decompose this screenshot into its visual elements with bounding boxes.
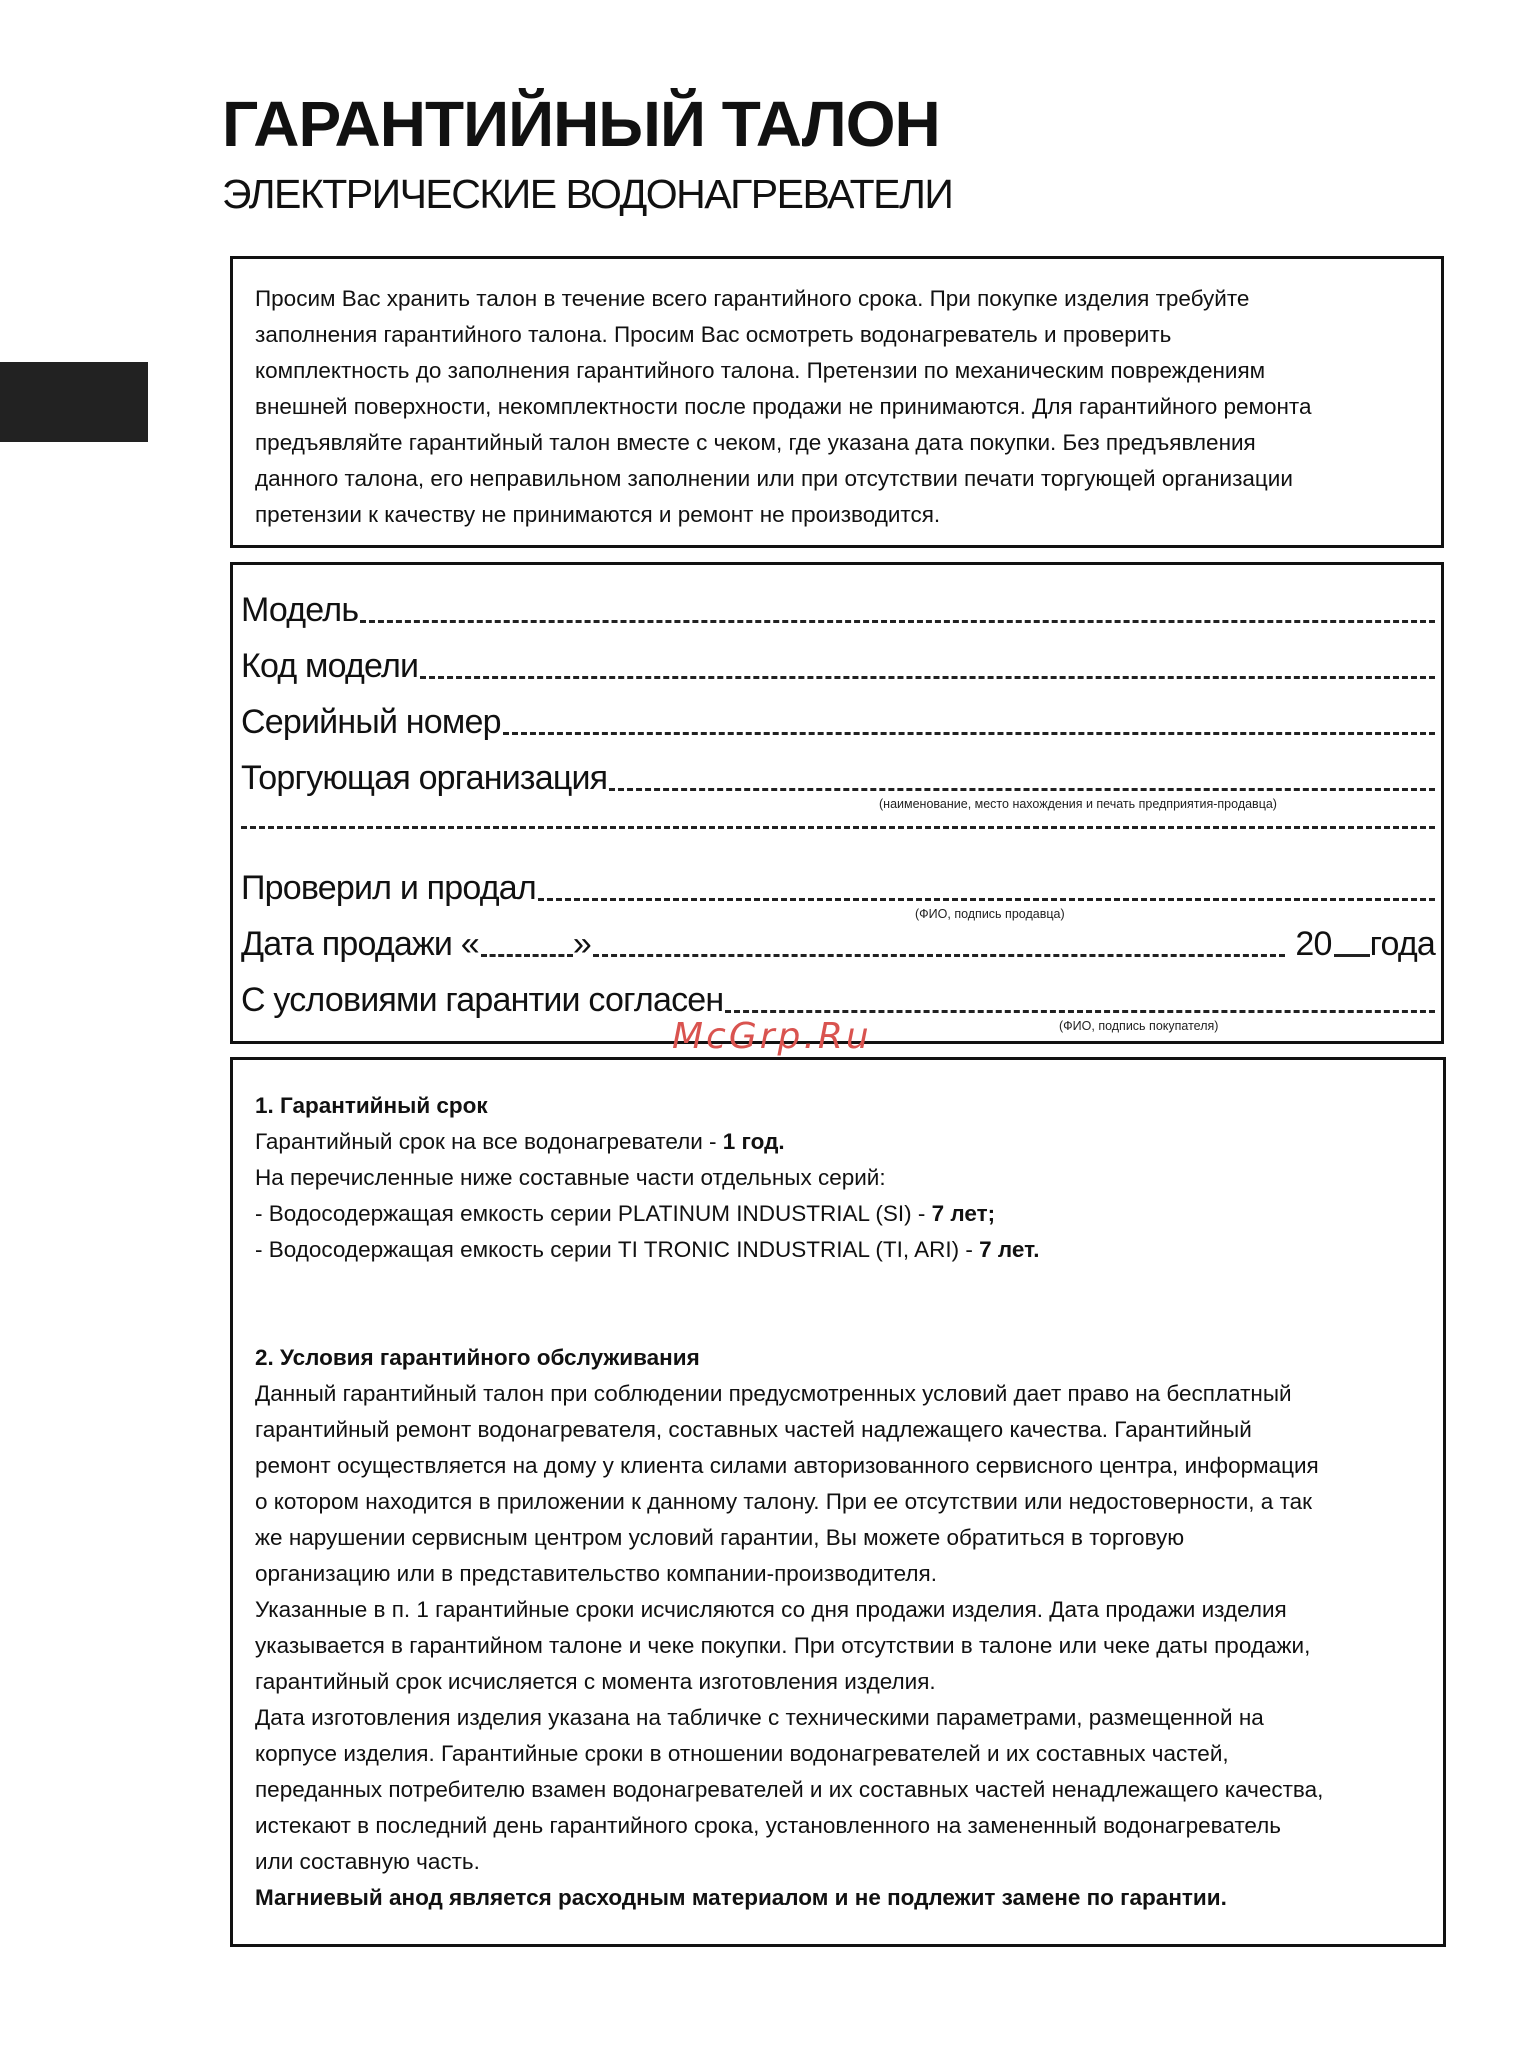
section-1-title: 1. Гарантийный срок bbox=[255, 1093, 488, 1118]
agree-label: С условиями гарантии согласен bbox=[241, 981, 724, 1019]
section-2-line: ремонт осуществляется на дому у клиента силами авторизованного сервисного центра, информация bbox=[255, 1453, 1319, 1478]
trade-org-label: Торгующая организация bbox=[241, 759, 608, 797]
sale-year-blank[interactable] bbox=[1334, 954, 1370, 957]
intro-line: данного талона, его неправильном заполнении или при отсутствии печати торгующей организации bbox=[255, 466, 1293, 491]
section-2-line: указывается в гарантийном талоне и чеке покупки. При отсутствии в талоне или чеке даты продажи, bbox=[255, 1633, 1311, 1658]
intro-line: предъявляйте гарантийный талон вместе с чеком, где указана дата покупки. Без предъявления bbox=[255, 430, 1256, 455]
section-2-line: Дата изготовления изделия указана на табличке с техническими параметрами, размещенной на bbox=[255, 1705, 1264, 1730]
section-1-line: На перечисленные ниже составные части отдельных серий: bbox=[255, 1165, 886, 1190]
intro-box bbox=[230, 256, 1444, 548]
checked-sold-field[interactable] bbox=[241, 849, 1435, 905]
section-2-final-note: Магниевый анод является расходным материалом и не подлежит замене по гарантии. bbox=[255, 1885, 1227, 1910]
section-2-line: же нарушении сервисным центром условий гарантии, Вы можете обратиться в торговую bbox=[255, 1525, 1185, 1550]
section-2-line: Указанные в п. 1 гарантийные сроки исчисляются со дня продажи изделия. Дата продажи изделия bbox=[255, 1597, 1287, 1622]
section-2-line: о котором находится в приложении к данному талону. При ее отсутствии или недостоверности, а так bbox=[255, 1489, 1312, 1514]
section-2-line: истекают в последний день гарантийного срока, установленного на замененный водонагреватель bbox=[255, 1813, 1282, 1838]
page-subtitle: ЭЛЕКТРИЧЕСКИЕ ВОДОНАГРЕВАТЕЛИ bbox=[222, 171, 953, 217]
sale-date-field[interactable] bbox=[241, 905, 1435, 961]
section-1-line: - Водосодержащая емкость серии PLATINUM INDUSTRIAL (SI) - 7 лет; bbox=[255, 1201, 996, 1226]
agree-field[interactable] bbox=[241, 961, 1435, 1017]
trade-org-hint: (наименование, место нахождения и печать предприятия-продавца) bbox=[879, 797, 1277, 811]
side-tab-marker bbox=[0, 362, 148, 442]
checked-sold-blank[interactable] bbox=[538, 898, 1435, 901]
watermark-text: McGrp.Ru bbox=[672, 1016, 872, 1057]
section-2-line: Данный гарантийный талон при соблюдении предусмотренных условий дает право на бесплатный bbox=[255, 1381, 1292, 1406]
intro-line: заполнения гарантийного талона. Просим Вас осмотреть водонагреватель и проверить bbox=[255, 322, 1172, 347]
intro-line: Просим Вас хранить талон в течение всего гарантийного срока. При покупке изделия требуйте bbox=[255, 286, 1250, 311]
serial-label: Серийный номер bbox=[241, 703, 501, 741]
serial-field[interactable] bbox=[241, 683, 1435, 739]
model-code-blank[interactable] bbox=[420, 676, 1435, 679]
model-code-label: Код модели bbox=[241, 647, 419, 685]
section-2-title: 2. Условия гарантийного обслуживания bbox=[255, 1345, 700, 1370]
section-2-line: гарантийный срок исчисляется с момента изготовления изделия. bbox=[255, 1669, 936, 1694]
section-2-line: организацию или в представительство компании-производителя. bbox=[255, 1561, 937, 1586]
sale-day-blank[interactable] bbox=[481, 954, 573, 957]
sale-month-blank[interactable] bbox=[593, 954, 1285, 957]
checked-sold-hint: (ФИО, подпись продавца) bbox=[915, 907, 1065, 921]
serial-blank[interactable] bbox=[503, 732, 1435, 735]
trade-org-blank-2[interactable] bbox=[241, 826, 1435, 829]
warranty-form bbox=[230, 562, 1444, 1044]
page-title: ГАРАНТИЙНЫЙ ТАЛОН bbox=[222, 88, 940, 160]
sale-date-prefix: Дата продажи « bbox=[241, 925, 479, 963]
section-2-line: переданных потребителю взамен водонагревателей и их составных частей ненадлежащего качества, bbox=[255, 1777, 1324, 1802]
sale-date-mid: » bbox=[572, 925, 591, 963]
intro-line: комплектность до заполнения гарантийного талона. Претензии по механическим повреждениям bbox=[255, 358, 1266, 383]
section-2-line: гарантийный ремонт водонагревателя, составных частей надлежащего качества. Гарантийный bbox=[255, 1417, 1252, 1442]
model-field[interactable] bbox=[241, 571, 1435, 627]
model-code-field[interactable] bbox=[241, 627, 1435, 683]
intro-line: внешней поверхности, некомплектности после продажи не принимаются. Для гарантийного ремонта bbox=[255, 394, 1312, 419]
trade-org-continuation[interactable] bbox=[241, 777, 1435, 833]
section-1-line: Гарантийный срок на все водонагреватели - 1 год. bbox=[255, 1129, 785, 1154]
agree-blank[interactable] bbox=[725, 1010, 1435, 1013]
agree-hint: (ФИО, подпись покупателя) bbox=[1059, 1019, 1219, 1033]
section-2-line: или составную часть. bbox=[255, 1849, 480, 1874]
checked-sold-label: Проверил и продал bbox=[241, 869, 536, 907]
sale-year-prefix: 20 bbox=[1295, 925, 1332, 963]
section-2-line: корпусе изделия. Гарантийные сроки в отношении водонагревателей и их составных частей, bbox=[255, 1741, 1229, 1766]
intro-line: претензии к качеству не принимаются и ремонт не производится. bbox=[255, 502, 941, 527]
sale-year-suffix: года bbox=[1369, 925, 1435, 963]
section-1-line: - Водосодержащая емкость серии TI TRONIC INDUSTRIAL (TI, ARI) - 7 лет. bbox=[255, 1237, 1040, 1262]
conditions-box bbox=[230, 1057, 1446, 1947]
model-blank[interactable] bbox=[360, 620, 1435, 623]
section-gap bbox=[255, 1268, 1423, 1340]
model-label: Модель bbox=[241, 591, 359, 629]
